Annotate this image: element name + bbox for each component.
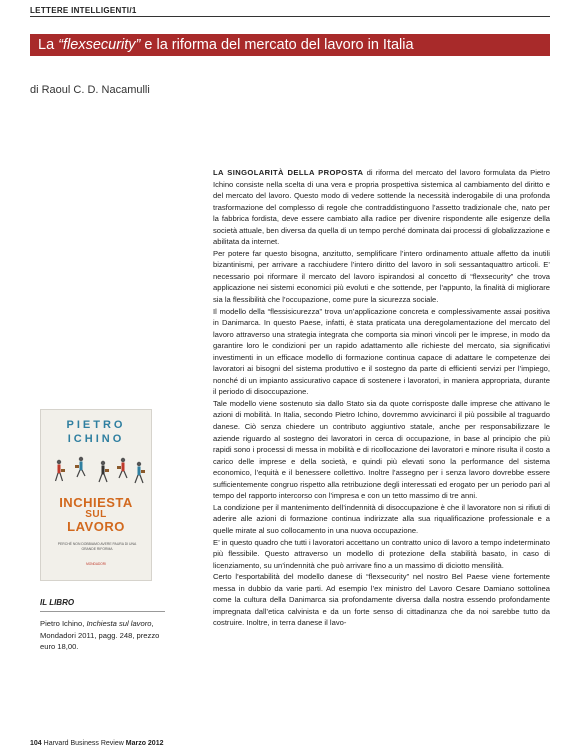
byline: di Raoul C. D. Nacamulli: [30, 84, 150, 96]
cover-title-line1: INCHIESTA: [59, 495, 133, 510]
cover-publisher: MONDADORI: [86, 562, 106, 566]
paragraph-1-text: di riforma del mercato del lavoro formulata da Pietro Ichino consiste nella scelta di una vera e propria prospettiva sistemica al cambiamento del diritto e del mercato del lavoro. Questo modo di vedere sottende la necessità inderogabile di una profonda trasformazione del complesso di regole che contraddistinguono l’assetto tradizionale che, nato per la fabbrica fordista, deve essere cambiato alla radice per divenire rispondente alle esigenze della società attuale, ben diversa da quella di un tempo perché dominata dai processi di globalizzazione e abilitata da internet.: [213, 168, 550, 247]
caption-author: Pietro Ichino,: [40, 619, 87, 628]
page-number: 104: [30, 740, 42, 747]
figure-2: [75, 457, 85, 477]
caption-book-title: Inchiesta sul lavoro: [86, 619, 152, 628]
sidebar-label: IL LIBRO: [40, 598, 75, 607]
issue-date: Marzo 2012: [125, 740, 164, 747]
page-footer: [30, 740, 164, 747]
cover-author: [41, 418, 151, 446]
paragraph-4: Tale modello viene sostenuto sia dallo Stato sia da quote corrisposte dalle imprese che attivano le azioni di mobilità. In Italia, secondo Pietro Ichino, dovremmo avvicinarci il più possibile al traguardo danese. Ciò senza chiedere un contributo aggiuntivo statale, anche per responsabilizzare le aziende riguardo al sostegno dei lavoratori in cerca di occupazione, in base al principio che più rapidi sono i processi di messa in mobilità e di ricollocazione dei lavoratori e minore risulta il costo a carico delle imprese e della società, e quindi più elevati sono la performance del sistema economico, l’equità e il benessere collettivo. Inoltre l’assegno per i senza lavoro dovrebbe essere sufficientemente congruo rispetto alla retribuzione degli interessati ed erogato per un periodo pari al tempo del rapporto intercorso con l’impresa e con un tetto massimo di tre anni.: [213, 398, 550, 501]
section-label: LETTERE INTELLIGENTI/1: [30, 6, 137, 15]
book-cover: [40, 409, 152, 581]
article-title: [38, 37, 414, 53]
magazine-name: Harvard Business Review: [43, 740, 124, 747]
paragraph-7: Certo l’esportabilità del modello danese di “flexsecurity” nel nostro Bel Paese viene fortemente messa in dubbio da varie parti. Ad esempio l’ex ministro del Lavoro Cesare Damiano sottolinea come la cultura della Danimarca sia profondamente diversa dalla nostra essendo profondamente impregnata dall’etica calvinista e da un forte senso di cittadinanza che da noi sarebbe tutto da costruire. Inoltre, in terra danese il lavo-: [213, 572, 550, 628]
figure-5: [135, 462, 145, 483]
title-lead: La: [38, 37, 59, 53]
cover-illustration: [47, 454, 147, 486]
cover-title: [41, 497, 151, 533]
article-body: [213, 167, 550, 629]
paragraph-2: Per potere far questo bisogna, anzitutto, semplificare l’intero ordinamento attuale affetto da inutili bizantinismi, per arrivare a racchiudere l’intero diritto del lavoro in soli sessantaquattro articoli. E’ necessario poi riformare il mercato del lavoro ispirandosi al concetto di “flexsecurity” che trova applicazione nei sistemi economici più evoluti e che sottende, per l’appunto, la finalità di migliorare sia la flessibilità che l’occupazione, come pure la sicurezza sociale.: [213, 248, 550, 305]
figure-4: [117, 458, 127, 478]
title-emphasis: “flexsecurity”: [58, 37, 141, 53]
cover-subtitle: PERCHÉ NON DOBBIAMO AVERE PAURA DI UNA GRANDE RIFORMA: [57, 542, 137, 551]
title-rest: e la riforma del mercato del lavoro in Italia: [140, 37, 414, 53]
paragraph-5: La condizione per il mantenimento dell’indennità di disoccupazione è che il lavoratore non si rifiuti di aderire alle azioni di formazione continua indirizzate alla sua riqualificazione professionale e a quelle mirate al suo collocamento in una nuova occupazione.: [213, 502, 550, 535]
caption-details: , Mondadori 2011, pagg. 248, prezzo euro 18,00.: [40, 619, 160, 652]
paragraph-6: E’ in questo quadro che tutti i lavoratori accettano un contratto unico di lavoro a tempo indeterminato più flessibile. Questo attraverso un modello di protezione della stabilità basato, in caso di licenziamento, su un’indennità che può arrivare fino a un massimo di diciotto mensilità.: [213, 537, 550, 570]
cover-author-line2: ICHINO: [67, 433, 125, 445]
paragraph-1: [213, 167, 550, 248]
paragraph-3: Il modello della “flessisicurezza” trova un’applicazione concreta e complessivamente assai positiva in Danimarca. In questo Paese, infatti, è stata praticata una deregolamentazione del mercato del lavoro attraverso una strategia integrata che comporta sia minori vincoli per le imprese, in modo da garantire loro le condizioni per un rapido adattamento alle richieste del mercato, sia significativi investimenti in un efficace modello di formazione continua capace di adattare le competenze dei lavoratori ai bisogni del sistema produttivo e il sostegno da parte di efficienti servizi per l’impiego, nonché di un impianto assicurativo capace di sostenere i lavoratori, in maniera appropriata, durante il periodo di disoccupazione.: [213, 306, 550, 397]
cover-author-line1: PIETRO: [66, 419, 126, 431]
cover-title-line3: LAVORO: [67, 519, 125, 534]
lead-caps: LA SINGOLARITÀ DELLA PROPOSTA: [213, 168, 364, 177]
figure-1: [56, 460, 66, 481]
book-caption: [40, 618, 165, 653]
sidebar-rule: [40, 611, 165, 612]
top-rule: [30, 16, 550, 17]
cover-title-line2: SUL: [85, 509, 107, 520]
figure-3: [99, 461, 109, 482]
